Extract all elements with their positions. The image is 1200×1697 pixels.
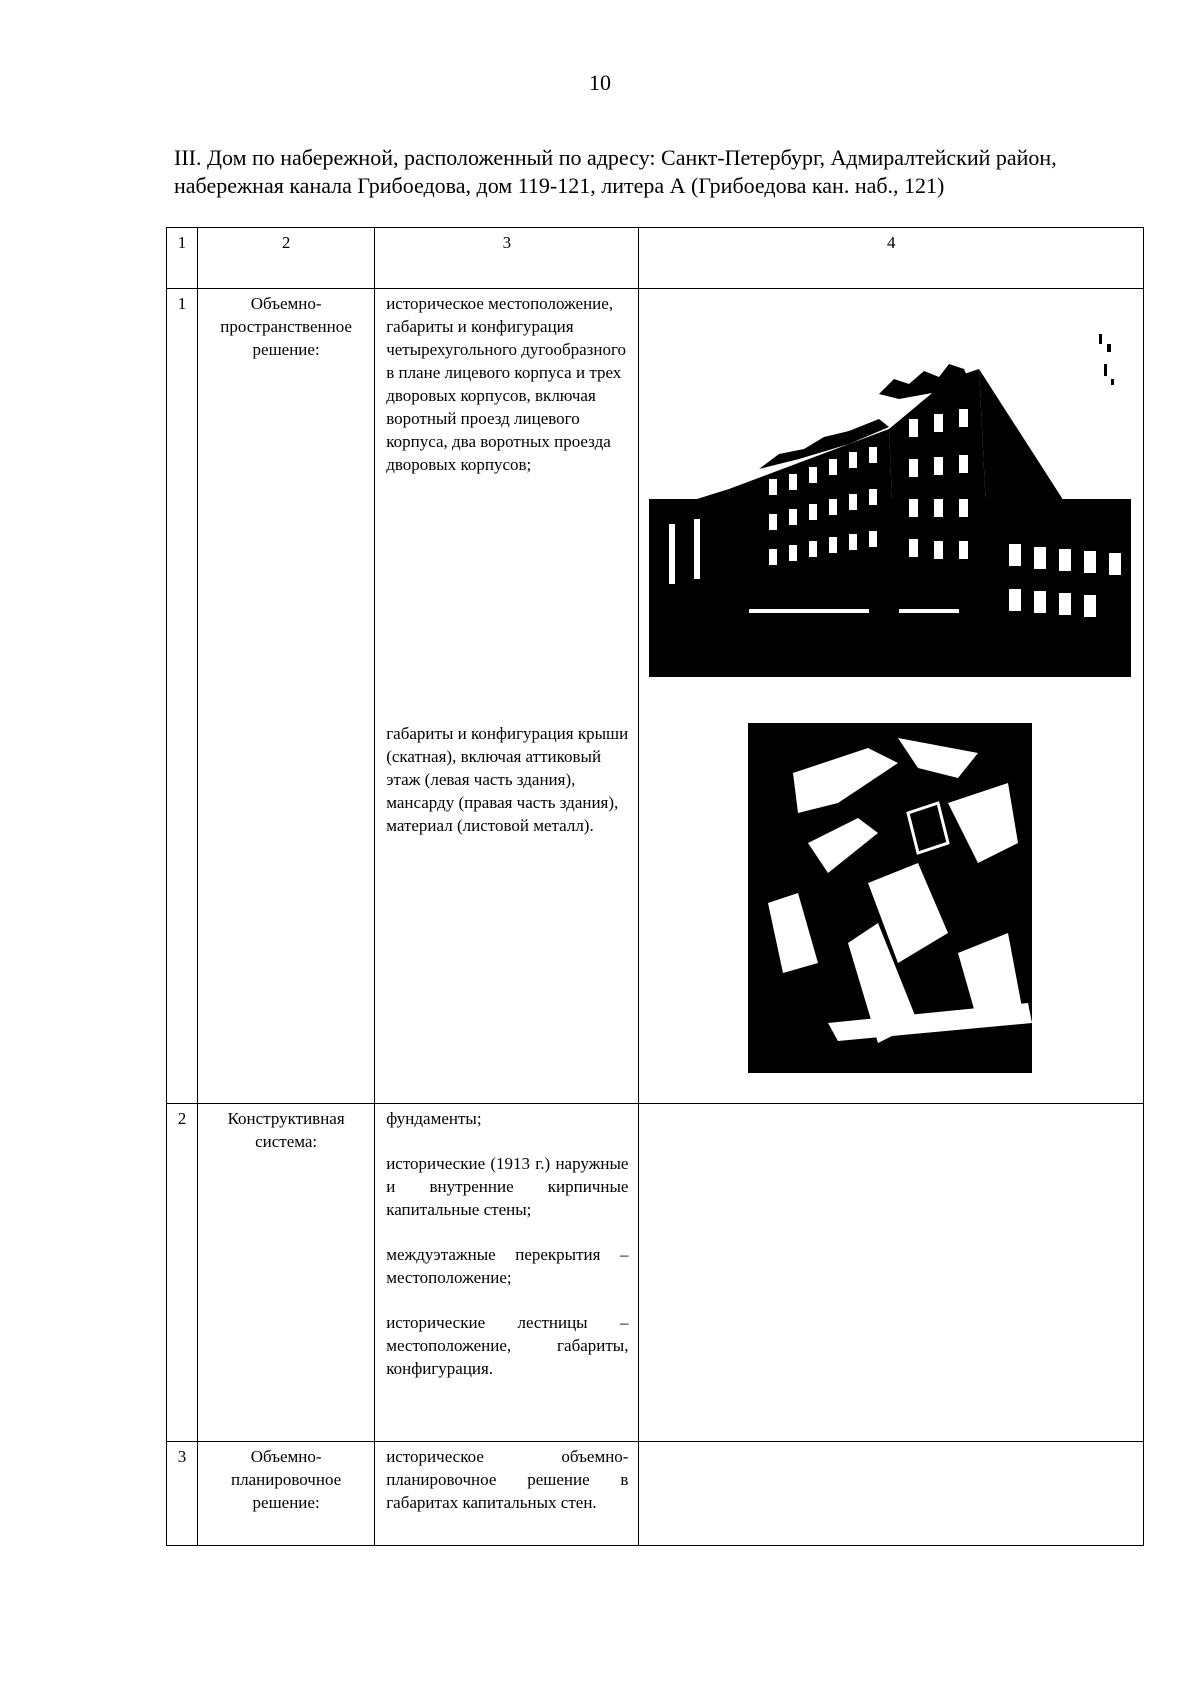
row-subject: Конструктивная система: — [198, 1104, 375, 1442]
row-number: 3 — [167, 1442, 198, 1546]
table-header-row — [167, 228, 1144, 289]
row-images — [639, 289, 1144, 1104]
building-facade-photo — [649, 309, 1131, 677]
page-number: 10 — [589, 70, 611, 95]
description-paragraph: историческое местоположение, габариты и конфигурация четырехугольного дугообразного в плане лицевого корпуса и трех дворовых корпусов, включая воротный проезд лицевого корпуса, два воротных проезда дворовых корпусов; — [386, 294, 627, 474]
row-images-empty — [639, 1104, 1144, 1442]
aerial-roof-photo — [748, 723, 1032, 1073]
protection-table — [166, 227, 1144, 1546]
row-subject: Объемно-планировочное решение: — [198, 1442, 375, 1546]
section-heading: III. Дом по набережной, расположенный по адресу: Санкт-Петербург, Адмиралтейский район, набережная канала Грибоедова, дом 119-121, литера А (Грибоедова кан. наб., 121) — [174, 145, 1057, 198]
description-paragraph: междуэтажные перекрытия – местоположение; — [386, 1245, 629, 1287]
description-paragraph: историческое объемно-планировочное решение в габаритах капитальных стен. — [386, 1447, 629, 1512]
row-description — [375, 1104, 639, 1442]
description-paragraph: фундаменты; — [386, 1109, 482, 1128]
header-cell-3: 3 — [375, 228, 639, 289]
table-row — [167, 1442, 1144, 1546]
row-number: 1 — [167, 289, 198, 1104]
header-cell-2: 2 — [198, 228, 375, 289]
row-images-empty — [639, 1442, 1144, 1546]
row-description — [375, 1442, 639, 1546]
description-paragraph: исторические лестницы – местоположение, габариты, конфигурация. — [386, 1313, 629, 1378]
table-row — [167, 289, 1144, 1104]
description-paragraph: габариты и конфигурация крыши (скатная), включая аттиковый этаж (левая часть здания), мансарду (правая часть здания), материал (листовой металл). — [386, 724, 629, 835]
description-paragraph: исторические (1913 г.) наружные и внутренние кирпичные капитальные стены; — [386, 1154, 629, 1219]
row-number: 2 — [167, 1104, 198, 1442]
header-cell-1: 1 — [167, 228, 198, 289]
row-description — [375, 289, 639, 1104]
table-row — [167, 1104, 1144, 1442]
row-subject: Объемно-пространственное решение: — [198, 289, 375, 1104]
header-cell-4: 4 — [639, 228, 1144, 289]
